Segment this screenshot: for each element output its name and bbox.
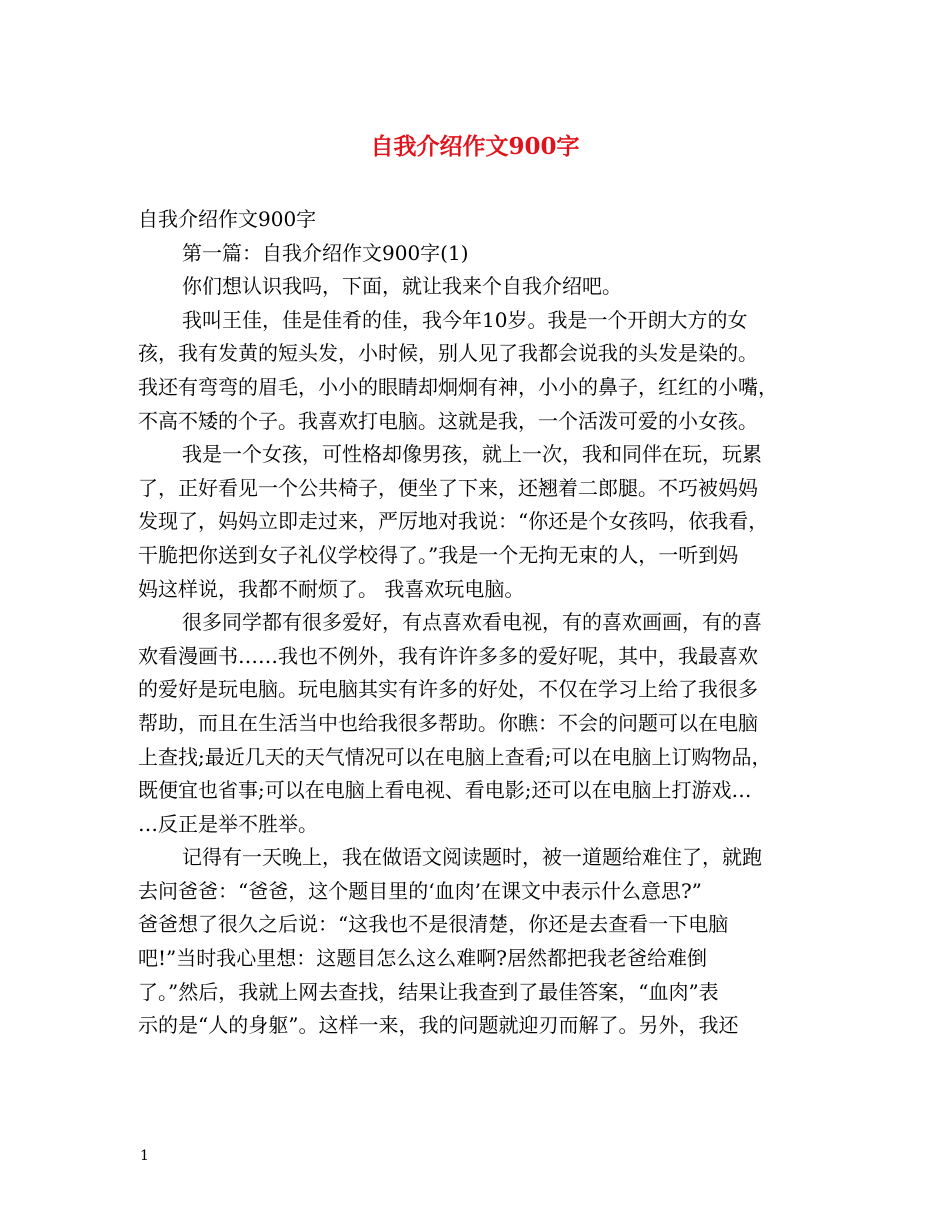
body-line: 你们想认识我吗，下面，就让我来个自我介绍吧。: [182, 274, 622, 299]
body-line: 帮助，而且在生活当中也给我很多帮助。你瞧：不会的问题可以在电脑: [138, 710, 758, 735]
body-line: 第一篇：自我介绍作文900字(1): [182, 240, 469, 265]
body-line: 孩，我有发黄的短头发，小时候，别人见了我都会说我的头发是染的。: [138, 341, 758, 366]
body-line: 既便宜也省事;可以在电脑上看电视、看电影;还可以在电脑上打游戏…: [138, 778, 752, 803]
body-line: 不高不矮的个子。我喜欢打电脑。这就是我，一个活泼可爱的小女孩。: [138, 408, 758, 433]
body-line: 上查找;最近几天的天气情况可以在电脑上查看;可以在电脑上订购物品，: [138, 744, 772, 769]
body-line: 欢看漫画书……我也不例外，我有许许多多的爱好呢，其中，我最喜欢: [138, 643, 758, 668]
body-line: 记得有一天晚上，我在做语文阅读题时，被一道题给难住了，就跑: [182, 845, 762, 870]
document-body: [138, 203, 814, 1043]
body-line: 去问爸爸：“爸爸，这个题目里的‘血肉’在课文中表示什么意思?”: [138, 878, 702, 903]
body-line: 我叫王佳，佳是佳肴的佳，我今年10岁。我是一个开朗大方的女: [182, 307, 748, 332]
body-line: 示的是“人的身躯”。这样一来，我的问题就迎刃而解了。另外，我还: [138, 1013, 739, 1038]
body-line: 爸爸想了很久之后说：“这我也不是很清楚，你还是去查看一下电脑: [138, 912, 729, 937]
body-line: 自我介绍作文900字: [138, 207, 317, 231]
body-line: 干脆把你送到女子礼仪学校得了。”我是一个无拘无束的人，一听到妈: [138, 542, 739, 567]
body-line: 我还有弯弯的眉毛，小小的眼睛却炯炯有神，小小的鼻子，红红的小嘴，: [138, 374, 778, 399]
body-line: 很多同学都有很多爱好，有点喜欢看电视，有的喜欢画画，有的喜: [182, 610, 762, 635]
body-line: 妈这样说，我都不耐烦了。 我喜欢玩电脑。: [138, 576, 525, 601]
page-number: 1: [140, 1148, 149, 1164]
body-line: 发现了，妈妈立即走过来，严厉地对我说：“你还是个女孩吗，依我看，: [138, 509, 769, 534]
body-line: …反正是举不胜举。: [138, 811, 318, 836]
body-line: 了。”然后，我就上网去查找，结果让我查到了最佳答案，“血肉”表: [138, 979, 719, 1004]
body-line: 了，正好看见一个公共椅子，便坐了下来，还翘着二郎腿。不巧被妈妈: [138, 475, 758, 500]
body-line: 的爱好是玩电脑。玩电脑其实有许多的好处，不仅在学习上给了我很多: [138, 677, 758, 702]
body-line: 吧!”当时我心里想：这题目怎么这么难啊?居然都把我老爸给难倒: [138, 946, 707, 971]
document-title: 自我介绍作文900字: [370, 133, 580, 160]
body-line: 我是一个女孩，可性格却像男孩，就上一次，我和同伴在玩，玩累: [182, 442, 762, 467]
